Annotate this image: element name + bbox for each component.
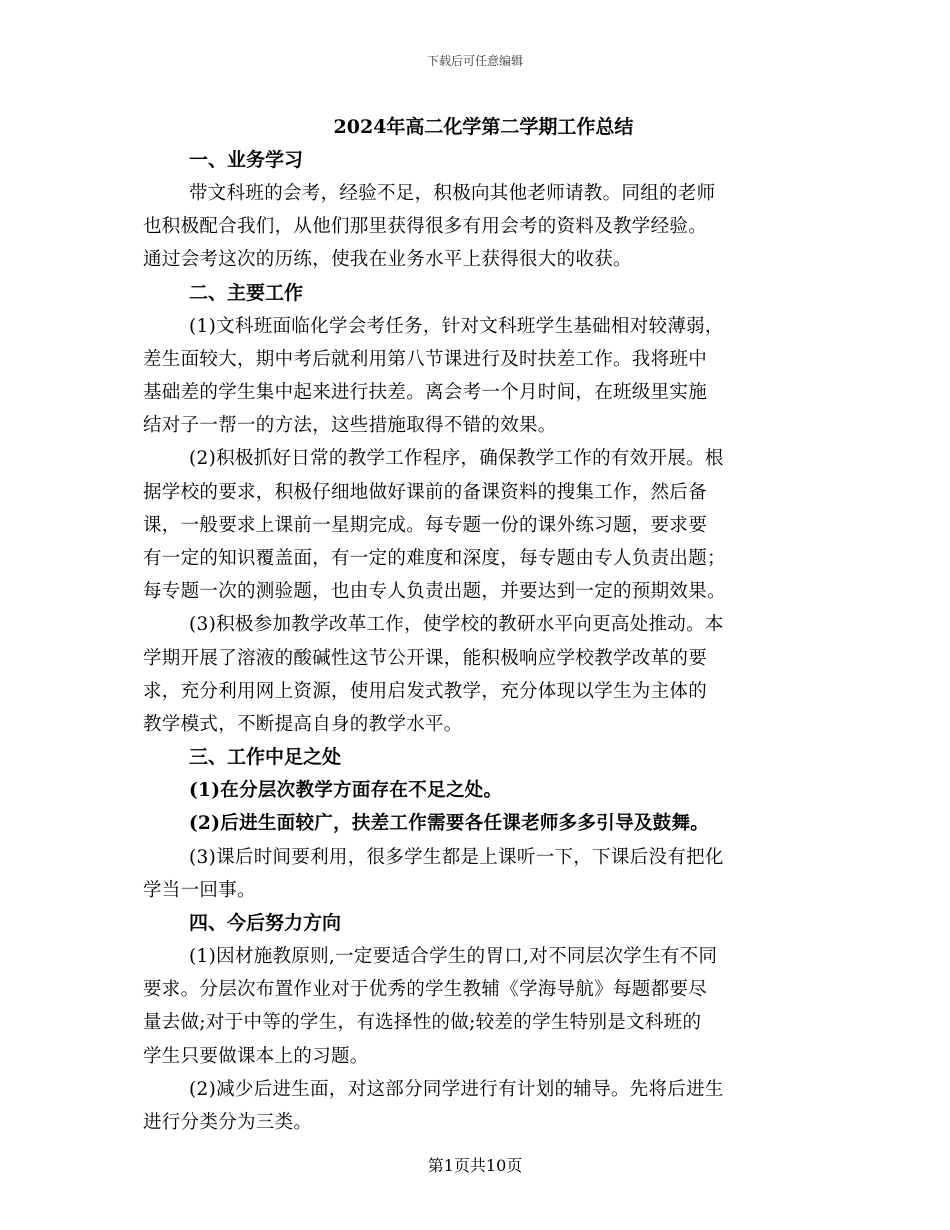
paragraph-line: 进行分类分为三类。 — [143, 1112, 313, 1134]
paragraph-line: 每专题一次的测验题，也由专人负责出题，并要达到一定的预期效果。 — [143, 581, 726, 603]
paragraph-line: 带文科班的会考，经验不足，积极向其他老师请教。同组的老师 — [189, 183, 716, 204]
paragraph-line: 学当一回事。 — [143, 879, 256, 901]
paragraph-line: 结对子一帮一的方法，这些措施取得不错的效果。 — [143, 415, 557, 437]
paragraph — [143, 774, 808, 807]
section-heading: 四、今后努力方向 — [189, 912, 342, 935]
paragraph-line: (3)课后时间要利用，很多学生都是上课听一下，下课后没有把化 — [189, 846, 724, 868]
paragraph-line: 课，一般要求上课前一星期完成。每专题一份的课外练习题，要求要 — [143, 514, 708, 536]
paragraph — [143, 608, 808, 741]
paragraph — [143, 807, 808, 840]
section-heading: 三、工作中足之处 — [189, 746, 342, 769]
paragraph-line: 差生面较大，期中考后就利用第八节课进行及时扶差工作。我将班中 — [143, 348, 708, 370]
paragraph-line: 通过会考这次的历练，使我在业务水平上获得很大的收获。 — [143, 249, 632, 271]
section-heading: 一、业务学习 — [189, 149, 304, 171]
paragraph — [143, 841, 808, 907]
paragraph — [143, 177, 808, 277]
paragraph-line: (2)减少后进生面，对这部分同学进行有计划的辅导。先将后进生 — [189, 1078, 724, 1100]
document-title: 2024年高二化学第二学期工作总结 — [333, 116, 634, 138]
paragraph-line: (3)积极参加教学改革工作，使学校的教研水平向更高处推动。本 — [189, 614, 724, 636]
paragraph-line: 也积极配合我们，从他们那里获得很多有用会考的资料及教学经验。 — [143, 216, 708, 238]
paragraph-line: 有一定的知识覆盖面，有一定的难度和深度，每专题由专人负责出题； — [143, 548, 726, 570]
paragraph-line: 量去做;对于中等的学生，有选择性的做;较差的学生特别是文科班的 — [143, 1012, 702, 1034]
paragraph — [143, 940, 808, 1073]
paragraph-line: 要求。分层次布置作业对于优秀的学生教辅《学海导航》每题都要尽 — [143, 979, 708, 1001]
paragraph-line: 学生只要做课本上的习题。 — [143, 1045, 369, 1067]
paragraph-line: 教学模式，不断提高自身的教学水平。 — [143, 714, 463, 736]
paragraph — [143, 310, 808, 443]
paragraph-line: (2)积极抓好日常的教学工作程序，确保教学工作的有效开展。根 — [189, 448, 724, 470]
document-sections — [143, 144, 808, 1139]
paragraph-line: 据学校的要求，积极仔细地做好课前的备课资料的搜集工作，然后备 — [143, 481, 708, 503]
paragraph-line: 学期开展了溶液的酸碱性这节公开课，能积极响应学校教学改革的要 — [143, 647, 708, 669]
paragraph-line: (1)在分层次教学方面存在不足之处。 — [189, 780, 503, 802]
paragraph — [143, 1073, 808, 1139]
paragraph-line: (1)文科班面临化学会考任务，针对文科班学生基础相对较薄弱， — [189, 315, 724, 337]
section-heading: 二、主要工作 — [189, 281, 304, 304]
paragraph-line: (2)后进生面较广，扶差工作需要各任课老师多多引导及鼓舞。 — [189, 813, 710, 835]
document-body — [143, 111, 808, 1139]
page-number: 第1页共10页 — [427, 1156, 523, 1175]
paragraph-line: 基础差的学生集中起来进行扶差。离会考一个月时间，在班级里实施 — [143, 382, 708, 404]
page-header-note: 下载后可任意编辑 — [426, 54, 523, 68]
paragraph-line: 求，充分利用网上资源，使用启发式教学，充分体现以学生为主体的 — [143, 680, 708, 702]
paragraph-line: (1)因材施教原则,一定要适合学生的胃口,对不同层次学生有不同 — [189, 946, 718, 968]
paragraph — [143, 442, 808, 608]
